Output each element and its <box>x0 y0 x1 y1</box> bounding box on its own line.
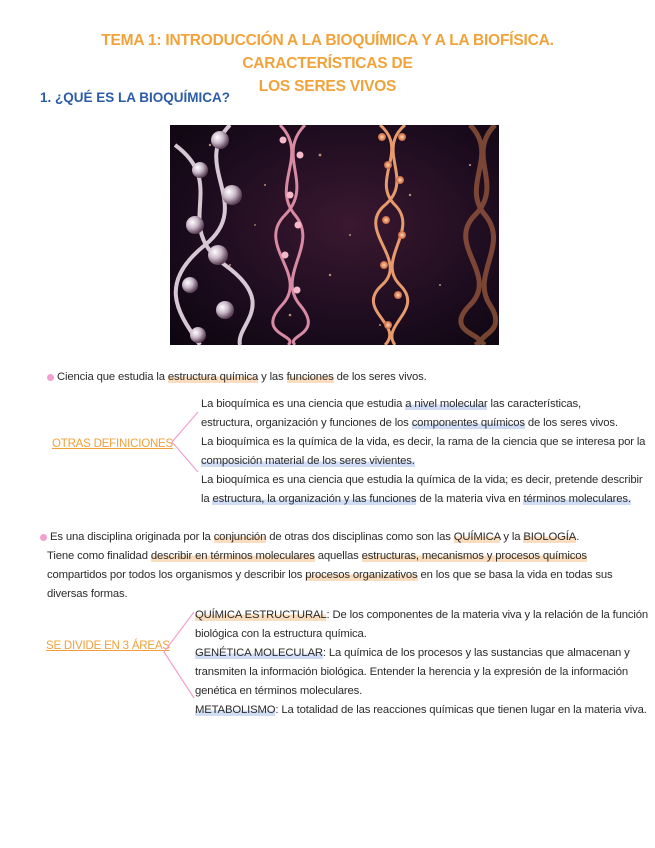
text-fragment: Ciencia que estudia la <box>57 371 168 383</box>
def-line: La bioquímica es la química de la vida, es decir, la rama de la ciencia que se interesa por la <box>201 436 646 448</box>
def-line <box>201 452 651 471</box>
highlight-nivel-molecular: a nivel molecular <box>405 398 488 410</box>
highlight-genetica-molecular: GENÉTICA MOLECULAR <box>195 647 323 659</box>
highlight-quimica-estructural: QUÍMICA ESTRUCTURAL <box>195 609 327 621</box>
para-line: compartidos por todos los organismos y describir los procesos organizativos en los que se basa la vida en todas sus <box>47 569 613 581</box>
highlight-componentes-quimicos: componentes químicos <box>411 417 525 429</box>
areas-label: SE DIVIDE EN 3 ÁREAS <box>46 640 170 652</box>
document-title <box>30 29 625 98</box>
highlight-procesos-organizativos: procesos organizativos <box>305 569 418 581</box>
highlight-describir: describir en términos moleculares <box>150 550 315 562</box>
area-line: genética en términos moleculares. <box>195 685 363 697</box>
highlight-estructura-organizacion: estructura, la organización y las funciones <box>212 493 417 505</box>
highlight-estructura-quimica: estructura química <box>167 371 259 383</box>
para-line: Es una disciplina originada por la conjunción de otras dos disciplinas como son las QUÍMICA y la BIOLOGÍA. <box>40 528 640 547</box>
area-line: METABOLISMO: La totalidad de las reacciones químicas que tienen lugar en la materia viva. <box>195 704 647 716</box>
dna-illustration <box>170 125 499 345</box>
bullet-icon <box>40 534 47 541</box>
title-line-2: LOS SERES VIVOS <box>258 78 397 95</box>
text-fragment: de los seres vivos. <box>333 371 427 383</box>
def-line: La bioquímica es una ciencia que estudia a nivel molecular las características, <box>201 398 581 410</box>
bracket-icon <box>160 610 196 700</box>
bullet-icon <box>47 374 54 381</box>
def-line: estructura, organización y funciones de los componentes químicos de los seres vivos. <box>201 417 618 429</box>
para-line: diversas formas. <box>47 588 128 600</box>
def-line: la estructura, la organización y las funciones de la materia viva en términos moleculares. <box>201 493 631 505</box>
highlight-metabolismo: METABOLISMO <box>195 704 276 716</box>
disciplina-paragraph <box>40 528 640 604</box>
highlight-terminos-moleculares: términos moleculares. <box>523 493 631 505</box>
highlight-conjuncion: conjunción <box>213 531 267 543</box>
highlight-estructuras-mecanismos: estructuras, mecanismos y procesos químicos <box>361 550 587 562</box>
highlight-biologia: BIOLOGÍA <box>523 531 577 543</box>
area-line: biológica con la estructura química. <box>195 628 367 640</box>
dna-helix-image <box>170 125 499 345</box>
section-heading: 1. ¿QUÉ ES LA BIOQUÍMICA? <box>40 90 231 105</box>
otras-definiciones-text <box>201 395 651 509</box>
area-line: QUÍMICA ESTRUCTURAL: De los componentes de la materia viva y la relación de la función <box>195 609 648 621</box>
areas-text <box>195 606 650 720</box>
para-line: Tiene como finalidad describir en términos moleculares aquellas estructuras, mecanismos y procesos químicos <box>47 550 587 562</box>
highlight-quimica: QUÍMICA <box>453 531 501 543</box>
title-line-1: TEMA 1: INTRODUCCIÓN A LA BIOQUÍMICA Y A LA BIOFÍSICA. CARACTERÍSTICAS DE <box>101 32 554 72</box>
def-line: La bioquímica es una ciencia que estudia la química de la vida; es decir, pretende describir <box>201 474 643 486</box>
bracket-icon <box>168 410 200 474</box>
area-line: transmiten la información biológica. Entender la herencia y la expresión de la información <box>195 666 628 678</box>
text-fragment: y las <box>258 371 287 383</box>
definition-line <box>47 368 427 387</box>
area-line: GENÉTICA MOLECULAR: La química de los procesos y las sustancias que almacenan y <box>195 647 630 659</box>
otras-definiciones-label: OTRAS DEFINICIONES <box>52 438 173 450</box>
highlight-funciones: funciones <box>286 371 334 383</box>
highlight-composicion-material: composición material de los seres vivientes. <box>201 455 415 467</box>
